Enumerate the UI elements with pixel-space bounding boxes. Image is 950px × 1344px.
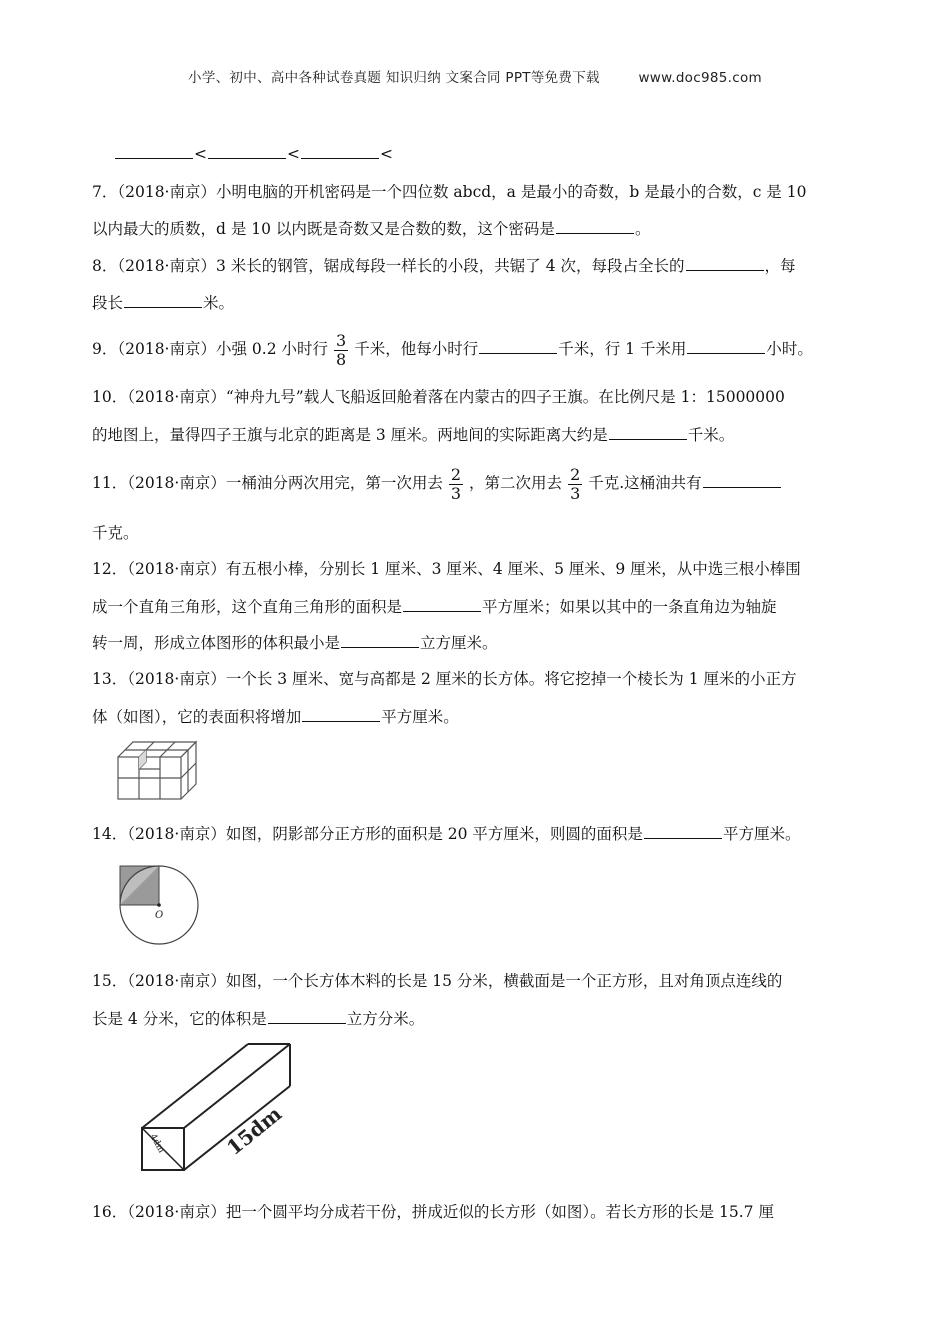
q8-text-end: ，每 — [764, 257, 796, 275]
fraction-numerator: 3 — [336, 330, 347, 350]
answer-blank — [208, 144, 286, 159]
fraction — [449, 466, 463, 503]
q10-line1: 10．（2018·南京）“神舟九号”载人飞船返回舱着落在内蒙古的四子王旗。在比例尺是 1：15000000 — [92, 388, 785, 406]
q15-line2 — [92, 1008, 424, 1030]
q6-blanks-line — [114, 143, 393, 165]
less-than-sign: < — [194, 145, 207, 163]
q7-text: 以内最大的质数，d 是 10 以内既是奇数又是合数的数，这个密码是 — [92, 220, 555, 238]
q13-text: 体（如图），它的表面积将增加 — [92, 708, 302, 726]
diagonal-label: 4dm — [147, 1132, 167, 1155]
answer-blank — [703, 473, 781, 488]
answer-blank — [268, 1009, 346, 1024]
header-site: www.doc985.com — [638, 70, 762, 86]
answer-blank — [341, 633, 419, 648]
q9-text: 千米，行 1 千米用 — [558, 340, 687, 358]
answer-blank — [686, 256, 764, 271]
q9-line — [92, 326, 813, 372]
q8-text-end: 米。 — [203, 294, 235, 312]
fraction-denominator: 8 — [336, 349, 347, 369]
q9-text-end: 小时。 — [766, 340, 813, 358]
q7-text-end: 。 — [634, 220, 651, 238]
q10-text-end: 千米。 — [687, 426, 735, 444]
q12-line1: 12．（2018·南京）有五根小棒，分别长 1 厘米、3 厘米、4 厘米、5 厘米、9 厘米，从中选三根小棒围 — [92, 560, 801, 578]
q8-line2 — [92, 292, 234, 314]
fraction-numerator: 2 — [570, 464, 581, 484]
answer-blank — [609, 425, 687, 440]
fraction — [334, 332, 348, 369]
answer-blank — [644, 824, 722, 839]
q10-text: 的地图上，量得四子王旗与北京的距离是 3 厘米。两地间的实际距离大约是 — [92, 426, 608, 444]
answer-blank — [302, 707, 380, 722]
length-label: 15dm — [222, 1101, 287, 1160]
answer-blank — [124, 293, 202, 308]
q12-text-end: 立方厘米。 — [420, 634, 498, 652]
answer-blank — [479, 339, 557, 354]
less-than-sign: < — [380, 145, 393, 163]
circle-center-label: O — [155, 910, 164, 921]
fraction — [568, 466, 582, 503]
q7-line2 — [92, 218, 650, 240]
q15-text-end: 立方分米。 — [346, 1010, 425, 1028]
answer-blank — [301, 144, 379, 159]
q12-line2 — [92, 596, 777, 618]
long-cuboid-figure — [136, 1040, 306, 1180]
answer-blank — [687, 339, 765, 354]
q13-text-end: 平方厘米。 — [381, 708, 459, 726]
fraction-denominator: 3 — [570, 483, 581, 503]
answer-blank — [115, 144, 193, 159]
q7-line1: 7．（2018·南京）小明电脑的开机密码是一个四位数 abcd，a 是最小的奇数，b 是最小的合数，c 是 10 — [92, 183, 807, 201]
q9-text: 9．（2018·南京）小强 0.2 小时行 — [92, 340, 328, 358]
q14-line1 — [92, 823, 800, 845]
q8-text: 8．（2018·南京）3 米长的钢管，锯成每段一样长的小段，共锯了 4 次，每段占全长的 — [92, 257, 685, 275]
answer-blank — [556, 219, 634, 234]
q11-text: ，第二次用去 — [469, 474, 563, 492]
q12-text: 成一个直角三角形，这个直角三角形的面积是 — [92, 598, 403, 616]
q12-text: 转一周，形成立体图形的体积最小是 — [92, 634, 341, 652]
q8-text: 段长 — [92, 294, 124, 312]
fraction-denominator: 3 — [450, 483, 462, 503]
header-text: 小学、初中、高中各种试卷真题 知识归纳 文案合同 PPT等免费下载 — [188, 70, 600, 86]
q12-text: 平方厘米；如果以其中的一条直角边为轴旋 — [482, 598, 777, 616]
q8-line1 — [92, 255, 796, 277]
q9-text: 千米，他每小时行 — [354, 340, 479, 358]
q11-line2: 千克。 — [92, 524, 139, 542]
q12-line3 — [92, 632, 498, 654]
q10-line2 — [92, 424, 734, 446]
q16-line1: 16．（2018·南京）把一个圆平均分成若干份，拼成近似的长方形（如图）。若长方形的长是 15.7 厘 — [92, 1203, 774, 1221]
q14-text: 14．（2018·南京）如图，阴影部分正方形的面积是 20 平方厘米，则圆的面积是 — [92, 825, 643, 843]
page-header — [0, 66, 950, 86]
cuboid-notch-figure — [112, 736, 204, 804]
q15-line1: 15．（2018·南京）如图，一个长方体木料的长是 15 分米，横截面是一个正方形，且对角顶点连线的 — [92, 972, 783, 990]
circle-square-figure — [114, 860, 204, 952]
q15-text: 长是 4 分米，它的体积是 — [92, 1010, 267, 1028]
q14-text-end: 平方厘米。 — [722, 825, 801, 843]
q11-text: 千克.这桶油共有 — [588, 474, 702, 492]
less-than-sign: < — [287, 145, 300, 163]
q13-line2 — [92, 706, 459, 728]
q11-line1 — [92, 459, 782, 507]
q11-text: 11．（2018·南京）一桶油分两次用完，第一次用去 — [92, 474, 443, 492]
fraction-numerator: 2 — [450, 464, 462, 484]
answer-blank — [403, 597, 481, 612]
q13-line1: 13．（2018·南京）一个长 3 厘米、宽与高都是 2 厘米的长方体。将它挖掉一个棱长为 1 厘米的小正方 — [92, 670, 797, 688]
